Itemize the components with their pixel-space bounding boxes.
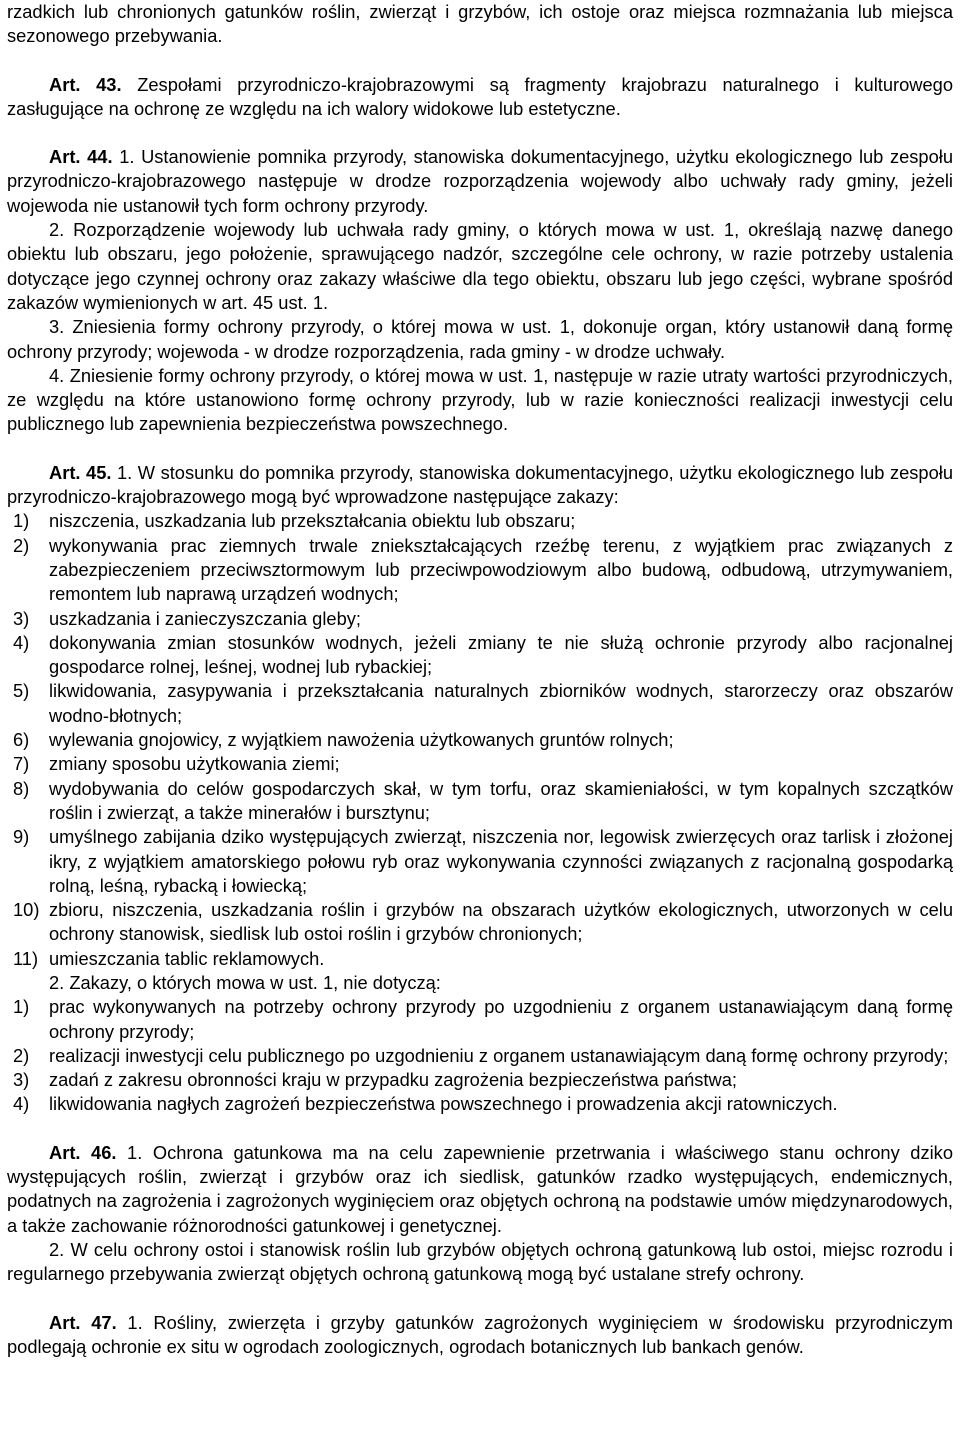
art-46-paragraph-2: 2. W celu ochrony ostoi i stanowisk roślin lub grzybów objętych ochroną gatunkową lub ostoi, miejsc rozrodu i regularnego przebywania zwierząt objętych ochroną gatunkową mogą być ustalane strefy ochrony. — [7, 1238, 953, 1285]
list-item — [7, 509, 953, 533]
list-item-number: 7) — [13, 753, 30, 775]
list-item — [7, 752, 953, 776]
list-item-text: zmiany sposobu użytkowania ziemi; — [49, 753, 340, 775]
list-item-number: 8) — [13, 777, 30, 799]
list-item — [7, 534, 953, 607]
art-45-ban-list — [7, 509, 953, 971]
list-item-number: 4) — [13, 631, 30, 653]
art-44-label: Art. 44. — [49, 146, 113, 168]
list-item-number: 2) — [13, 1044, 30, 1066]
art-44-paragraph-4: 4. Zniesienie formy ochrony przyrody, o której mowa w ust. 1, następuje w razie utraty wartości przyrodniczych, ze względu na które ustanowiono formę ochrony przyrody, lub w razie konieczności realizacji inwestycji celu publicznego lub zapewnienia bezpieczeństwa powszechnego. — [7, 364, 953, 435]
list-item-text: wydobywania do celów gospodarczych skał, w tym torfu, oraz skamieniałości, w tym kopalnych szczątków roślin i zwierząt, a także minerałów i bursztynu; — [49, 777, 953, 823]
list-item — [7, 679, 953, 728]
spacer — [7, 437, 953, 461]
list-item — [7, 631, 953, 680]
art-45-paragraph-1 — [7, 461, 953, 510]
art-43-label: Art. 43. — [49, 73, 122, 95]
list-item-number: 9) — [13, 826, 30, 848]
list-item-text: prac wykonywanych na potrzeby ochrony przyrody po uzgodnieniu z organem ustanawiającym daną formę ochrony przyrody; — [49, 996, 953, 1042]
list-item — [7, 728, 953, 752]
list-item-number: 10) — [13, 899, 40, 921]
list-item-text: realizacji inwestycji celu publicznego po uzgodnieniu z organem ustanawiającym daną formę ochrony przyrody; — [49, 1044, 949, 1066]
art-45-label: Art. 45. — [49, 461, 112, 483]
list-item — [7, 1092, 953, 1116]
art-46-label: Art. 46. — [49, 1141, 117, 1163]
spacer — [7, 49, 953, 73]
list-item-number: 3) — [13, 1069, 30, 1091]
art-45-text-1: 1. W stosunku do pomnika przyrody, stanowiska dokumentacyjnego, użytku ekologicznego lub zespołu przyrodniczo-krajobrazowego mogą być wprowadzone następujące zakazy: — [7, 461, 953, 508]
art-44-paragraph-3: 3. Zniesienia formy ochrony przyrody, o której mowa w ust. 1, dokonuje organ, który ustanowił daną formę ochrony przyrody; wojewoda - w drodze rozporządzenia, rada gminy - w drodze uchwały. — [7, 316, 953, 362]
art-44-paragraph-2: 2. Rozporządzenie wojewody lub uchwała rady gminy, o których mowa w ust. 1, określają nazwę danego obiektu lub obszaru, jego położenie, sprawującego nadzór, szczególne cele ochrony, w razie potrzeby ustalenia dotyczące jego czynnej ochrony oraz zakazy właściwe dla tego obiektu, obszaru lub jego części, wybrane spośród zakazów wymienionych w art. 45 ust. 1. — [7, 219, 953, 313]
spacer — [7, 121, 953, 145]
list-item — [7, 825, 953, 898]
list-item-text: dokonywania zmian stosunków wodnych, jeżeli zmiany te nie służą ochronie przyrody albo racjonalnej gospodarce rolnej, leśnej, wodnej lub rybackiej; — [49, 631, 953, 678]
spacer — [7, 1287, 953, 1311]
spacer — [7, 1117, 953, 1141]
list-item — [7, 947, 953, 971]
list-item-number: 1) — [13, 996, 30, 1018]
list-item-number: 2) — [13, 534, 30, 556]
art-44-text-1: 1. Ustanowienie pomnika przyrody, stanowiska dokumentacyjnego, użytku ekologicznego lub zespołu przyrodniczo-krajobrazowego następuje w drodze rozporządzenia wojewody albo uchwały rady gminy, jeżeli wojewoda nie ustanowił tych form ochrony przyrody. — [7, 146, 953, 216]
art-44-paragraph-1 — [7, 145, 953, 218]
list-item-text: uszkadzania i zanieczyszczania gleby; — [49, 607, 361, 629]
list-item-text: wykonywania prac ziemnych trwale zniekształcających rzeźbę terenu, z wyjątkiem prac związanych z zabezpieczeniem przeciwsztormowym lub przeciwpowodziowym albo budową, odbudową, utrzymywaniem, remontem lub naprawą urządzeń wodnych; — [49, 534, 953, 605]
art-43-paragraph — [7, 73, 953, 122]
list-item — [7, 898, 953, 947]
art-43-text: Zespołami przyrodniczo-krajobrazowymi są fragmenty krajobrazu naturalnego i kulturowego zasługujące na ochronę ze względu na ich walory widokowe lub estetyczne. — [7, 73, 953, 119]
list-item — [7, 995, 953, 1044]
list-item-text: umieszczania tablic reklamowych. — [49, 947, 325, 969]
list-item-number: 5) — [13, 680, 30, 702]
list-item-text: wylewania gnojowicy, z wyjątkiem nawożenia użytkowanych gruntów rolnych; — [49, 729, 674, 751]
list-item-number: 4) — [13, 1093, 30, 1115]
art-47-text-1: 1. Rośliny, zwierzęta i grzyby gatunków zagrożonych wyginięciem w środowisku przyrodniczym podlegają ochronie ex situ w ogrodach zoologicznych, ogrodach botanicznych lub bankach genów. — [7, 1311, 953, 1357]
list-item-text: zbioru, niszczenia, uszkadzania roślin i grzybów na obszarach użytków ekologicznych, utworzonych w celu ochrony stanowisk, siedlisk lub ostoi roślin i grzybów chronionych; — [49, 899, 953, 945]
list-item — [7, 607, 953, 631]
art-46-paragraph-1 — [7, 1141, 953, 1238]
list-item-text: umyślnego zabijania dziko występujących zwierząt, niszczenia nor, legowisk zwierzęcych oraz tarlisk i złożonej ikry, z wyjątkiem amatorskiego połowu ryb oraz wykonywania czynności związanych z racjonalną gospodarką rolną, leśną, rybacką i łowiecką; — [49, 826, 953, 896]
art-45-paragraph-2: 2. Zakazy, o których mowa w ust. 1, nie dotyczą: — [49, 971, 441, 993]
list-item-number: 11) — [13, 947, 39, 969]
list-item — [7, 1044, 953, 1068]
intro-paragraph: rzadkich lub chronionych gatunków roślin, zwierząt i grzybów, ich ostoje oraz miejsca rozmnażania lub miejsca sezonowego przebywania. — [7, 1, 953, 47]
list-item-text: niszczenia, uszkadzania lub przekształcania obiektu lub obszaru; — [49, 510, 576, 532]
art-47-label: Art. 47. — [49, 1311, 117, 1333]
art-47-paragraph-1 — [7, 1311, 953, 1360]
art-46-text-1: 1. Ochrona gatunkowa ma na celu zapewnienie przetrwania i właściwego stanu ochrony dziko występujących roślin, zwierząt i grzybów oraz ich siedlisk, gatunków rzadko występujących, endemicznych, podatnych na zagrożenia i zagrożonych wyginięciem oraz objętych ochroną na podstawie umów międzynarodowych, a także zachowanie różnorodności gatunkowej i genetycznej. — [7, 1141, 953, 1236]
list-item — [7, 777, 953, 826]
art-45-exception-list — [7, 995, 953, 1116]
list-item-number: 6) — [13, 729, 30, 751]
list-item-text: zadań z zakresu obronności kraju w przypadku zagrożenia bezpieczeństwa państwa; — [49, 1069, 737, 1091]
list-item-number: 3) — [13, 607, 30, 629]
list-item — [7, 1068, 953, 1092]
list-item-text: likwidowania, zasypywania i przekształcania naturalnych zbiorników wodnych, starorzeczy oraz obszarów wodno-błotnych; — [49, 680, 953, 726]
list-item-text: likwidowania nagłych zagrożeń bezpieczeństwa powszechnego i prowadzenia akcji ratowniczych. — [49, 1093, 838, 1115]
list-item-number: 1) — [13, 510, 30, 532]
